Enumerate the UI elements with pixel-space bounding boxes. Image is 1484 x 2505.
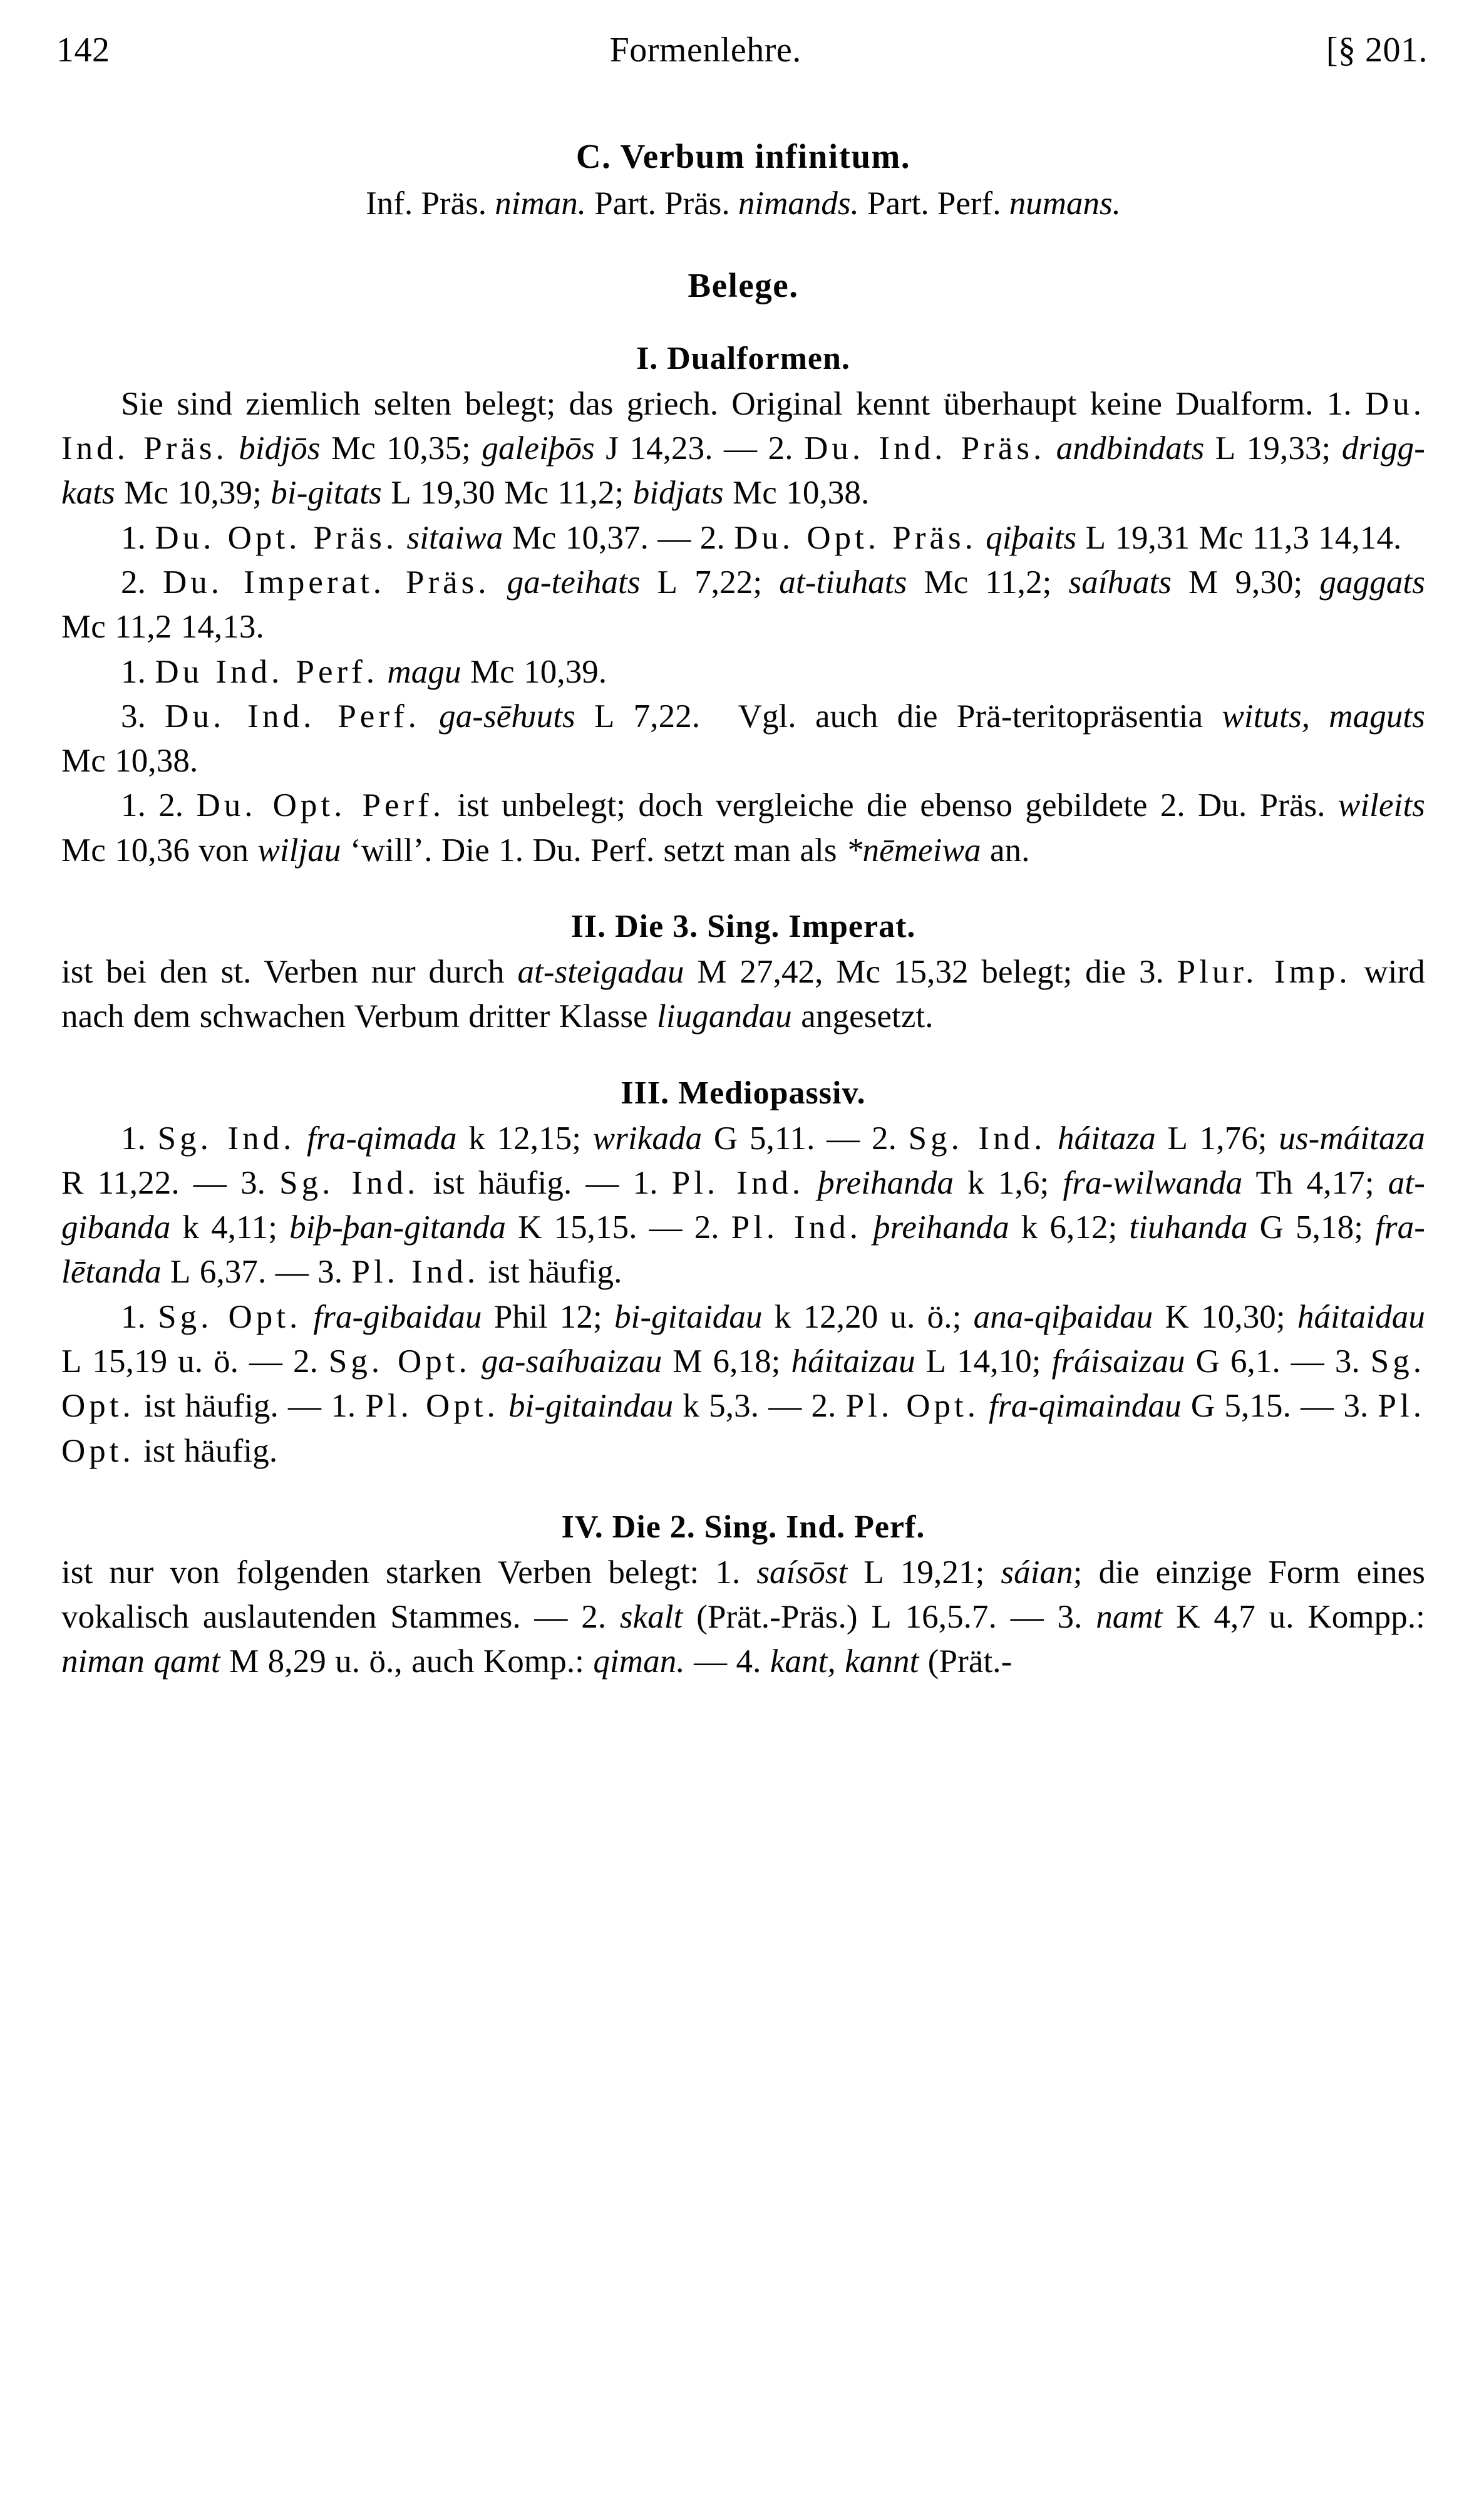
page-number: 142 <box>56 31 110 70</box>
inf-label-3: Part. Perf. <box>858 185 1009 222</box>
inf-form-nimands: nimands. <box>738 185 859 222</box>
inf-label-2: Part. Präs. <box>585 185 738 222</box>
paragraph-dual-6: 1. 2. Du. Opt. Perf. ist unbelegt; doch vergleiche die ebenso gebildete 2. Du. Präs. wileits Mc 10,36 von wiljau ‘will’. Die 1. Du. Perf. setzt man als *nēmeiwa an. <box>61 787 1426 869</box>
inf-form-niman: niman. <box>495 185 586 222</box>
paragraph-imperat-1: ist bei den st. Verben nur durch at-steigadau M 27,42, Mc 15,32 belegt; die 3. Plur. Imp. wird nach dem schwachen Verbum dritter Klasse liugandau angesetzt. <box>61 953 1425 1035</box>
running-head <box>56 30 1428 74</box>
paragraph-dual-3: 2. Du. Imperat. Präs. ga-teihats L 7,22; at-tiuhats Mc 11,2; saíƕats M 9,30; gaggats Mc 11,2 14,13. <box>61 564 1425 646</box>
text-column <box>61 106 1425 1685</box>
heading-belege: Belege. <box>688 266 799 304</box>
heading-i-dualformen: I. Dualformen. <box>636 340 850 376</box>
paragraph-mediopassiv-2: 1. Sg. Opt. fra-gibaidau Phil 12; bi-gitaidau k 12,20 u. ö.; ana-qiþaidau K 10,30; háitaidau L 15,19 u. ö. — 2. Sg. Opt. ga-saíƕaizau M 6,18; háitaizau L 14,10; fráisaizau G 6,1. — 3. Sg. Opt. ist häufig. — 1. Pl. Opt. bi-gitaindau k 5,3. — 2. Pl. Opt. fra-qimaindau G 5,15. — 3. Pl. Opt. ist häufig. <box>61 1298 1425 1469</box>
heading-verbum-infinitum: C. Verbum infinitum. <box>575 137 911 175</box>
infinitum-forms-line <box>61 182 1425 225</box>
inf-form-numans: numans. <box>1009 185 1121 222</box>
paragraph-dual-4: 1. Du Ind. Perf. magu Mc 10,39. <box>121 653 607 690</box>
paragraph-sing-ind-perf-1: ist nur von folgenden starken Verben belegt: 1. saísōst L 19,21; sáian; die einzige Form eines vokalisch auslautenden Stammes. — 2. skalt (Prät.-Präs.) L 16,5.7. — 3. namt K 4,7 u. Kompp.: niman qamt M 8,29 u. ö., auch Komp.: qiman. — 4. kant, kannt (Prät.- <box>61 1554 1426 1680</box>
paragraph-dual-5: 3. Du. Ind. Perf. ga-sēƕuts L 7,22. Vgl. auch die Prä-teritopräsentia wituts, maguts Mc 10,38. <box>61 698 1425 780</box>
section-reference: [§ 201. <box>1326 31 1428 70</box>
inf-label-1: Inf. Präs. <box>366 185 495 222</box>
paragraph-dual-2: 1. Du. Opt. Präs. sitaiwa Mc 10,37. — 2. Du. Opt. Präs. qiþaits L 19,31 Mc 11,3 14,14. <box>121 519 1402 556</box>
paragraph-mediopassiv-1: 1. Sg. Ind. fra-qimada k 12,15; wrikada G 5,11. — 2. Sg. Ind. háitaza L 1,76; us-máitaza R 11,22. — 3. Sg. Ind. ist häufig. — 1. Pl. Ind. þreihanda k 1,6; fra-wilwanda Th 4,17; at-gibanda k 4,11; biþ-þan-gitanda K 15,15. — 2. Pl. Ind. þreihanda k 6,12; tiuhanda G 5,18; fra-lētanda L 6,37. — 3. Pl. Ind. ist häufig. <box>61 1120 1425 1291</box>
heading-iii-mediopassiv: III. Mediopassiv. <box>621 1075 866 1111</box>
heading-iv-sing-ind-perf: IV. Die 2. Sing. Ind. Perf. <box>561 1509 925 1545</box>
heading-ii-sing-imperat: II. Die 3. Sing. Imperat. <box>570 908 916 944</box>
running-title: Formenlehre. <box>609 31 801 70</box>
paragraph-dual-1: Sie sind ziemlich selten belegt; das griech. Original kennt überhaupt keine Dualform. 1. Du. Ind. Präs. bidjōs Mc 10,35; galeiþōs J 14,23. — 2. Du. Ind. Präs. andbindats L 19,33; drigg-kats Mc 10,39; bi-gitats L 19,30 Mc 11,2; bidjats Mc 10,38. <box>61 385 1425 512</box>
